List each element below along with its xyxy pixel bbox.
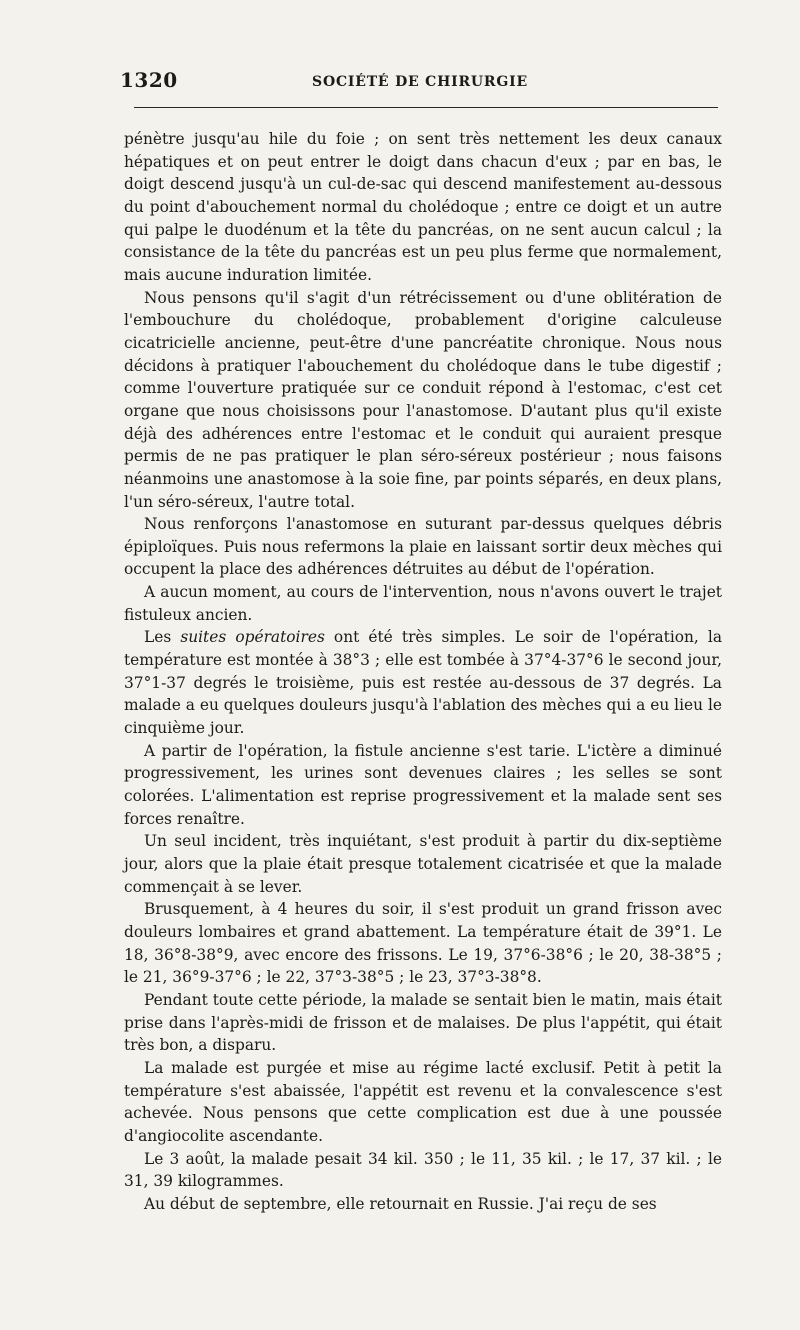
paragraph-text: Brusquement, à 4 heures du soir, il s'est produit un grand frisson avec douleurs lombaires et grand abattement. La température était de 39°1. Le 18, 36°8-38°9, avec encore des frissons. Le 19, 37°6-38°6 ; le 20, 38-38°5 ; le 21, 36°9-37°6 ; le 22, 37°3-38°5 ; le 23, 37°3-38°8. <box>124 900 722 987</box>
paragraph-text: A partir de l'opération, la fistule ancienne s'est tarie. L'ictère a diminué progressivement, les urines sont devenues claires ; les selles se sont colorées. L'alimentation est reprise progressivement et la malade sent ses forces renaître. <box>124 741 722 828</box>
paragraph-text: La malade est purgée et mise au régime lacté exclusif. Petit à petit la température s'est abaissée, l'appétit est revenu et la convalescence s'est achevée. Nous pensons que cette complication est due à une poussée d'angiocolite ascendante. <box>124 1058 722 1145</box>
running-header <box>120 68 720 98</box>
paragraph-lead-text: Les <box>144 628 181 647</box>
paragraph <box>124 128 722 287</box>
paragraph <box>124 989 722 1057</box>
paragraph-text: Pendant toute cette période, la malade se sentait bien le matin, mais était prise dans l'après-midi de frisson et de malaises. De plus l'appétit, qui était très bon, a disparu. <box>124 990 722 1055</box>
paragraph <box>124 581 722 626</box>
paragraph-text: Nous pensons qu'il s'agit d'un rétrécissement ou d'une oblitération de l'embouchure du cholédoque, probablement d'origine calculeuse cicatricielle ancienne, peut-être d'une pancréatite chronique. Nous nous décidons à pratiquer l'abouchement du cholédoque dans le tube digestif ; comme l'ouverture pratiquée sur ce conduit répond à l'estomac, c'est cet organe que nous choisissons pour l'anastomose. D'autant plus qu'il existe déjà des adhérences entre l'estomac et le conduit qui auraient presque permis de ne pas pratiquer le plan séro-séreux postérieur ; nous faisons néanmoins une anastomose à la soie fine, par points séparés, en deux plans, l'un séro-séreux, l'autre total. <box>124 288 722 511</box>
paragraph <box>124 287 722 514</box>
paragraph-text: pénètre jusqu'au hile du foie ; on sent très nettement les deux canaux hépatiques et on peut entrer le doigt dans chacun d'eux ; par en bas, le doigt descend jusqu'à un cul-de-sac qui descend manifestement au-dessous du point d'abouchement normal du cholédoque ; entre ce doigt et un autre qui palpe le duodénum et la tête du pancréas, on ne sent aucun calcul ; la consistance de la tête du pancréas est un peu plus ferme que normalement, mais aucune induration limitée. <box>124 130 722 284</box>
paragraph-text: Le 3 août, la malade pesait 34 kil. 350 ; le 11, 35 kil. ; le 17, 37 kil. ; le 31, 39 kilogrammes. <box>124 1149 722 1191</box>
paragraph <box>124 513 722 581</box>
body-text <box>124 128 722 1216</box>
paragraph <box>124 898 722 989</box>
paragraph-text: Nous renforçons l'anastomose en suturant par-dessus quelques débris épiploïques. Puis nous refermons la plaie en laissant sortir deux mèches qui occupent la place des adhérences détruites au début de l'opération. <box>124 515 722 579</box>
paragraph <box>124 1057 722 1148</box>
paragraph <box>124 1193 722 1216</box>
paragraph-text: ont été très simples. Le soir de l'opération, la température est montée à 38°3 ; elle est tombée à 37°4-37°6 le second jour, 37°1-37 degrés le troisième, puis est restée au-dessous de 37 degrés. La malade a eu quelques douleurs jusqu'à l'ablation des mèches qui a eu lieu le cinquième jour. <box>124 628 722 738</box>
paragraph <box>124 626 722 739</box>
paragraph-text: A aucun moment, au cours de l'intervention, nous n'avons ouvert le trajet fistuleux ancien. <box>124 583 722 624</box>
paragraph <box>124 740 722 831</box>
journal-title: SOCIÉTÉ DE CHIRURGIE <box>312 74 528 90</box>
paragraph-text: Un seul incident, très inquiétant, s'est produit à partir du dix-septième jour, alors que la plaie était presque totalement cicatrisée et que la malade commençait à se lever. <box>124 832 722 896</box>
emphasized-phrase: suites opératoires <box>180 628 325 647</box>
paragraph-text: Au début de septembre, elle retournait en Russie. J'ai reçu de ses <box>144 1194 657 1213</box>
header-rule <box>134 107 718 108</box>
paragraph <box>124 830 722 898</box>
paragraph <box>124 1148 722 1193</box>
page-number: 1320 <box>120 68 178 92</box>
